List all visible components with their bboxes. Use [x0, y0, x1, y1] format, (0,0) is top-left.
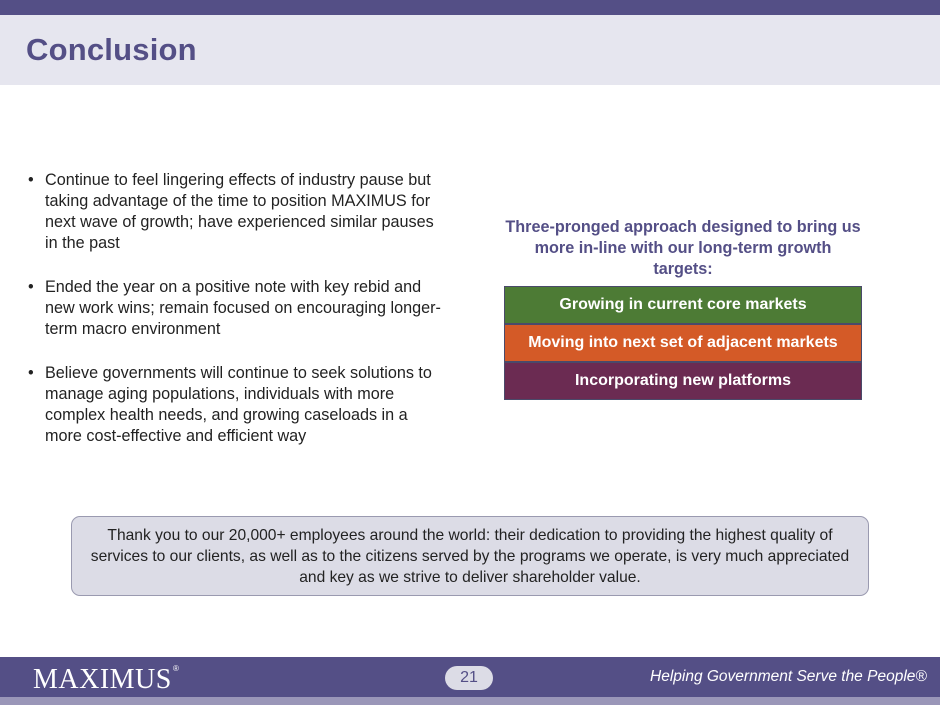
- footer-tagline: Helping Government Serve the People®: [650, 668, 927, 685]
- bullet-item: [28, 363, 448, 447]
- bullet-item: [28, 277, 448, 340]
- bullet-item: [28, 170, 448, 254]
- prong-label: Moving into next set of adjacent markets: [528, 334, 838, 351]
- page-title: Conclusion: [26, 32, 197, 67]
- bullet-marker: •: [28, 171, 34, 189]
- page-number: [445, 666, 493, 690]
- bullet-marker: •: [28, 364, 34, 382]
- maximus-logo: MAXIMUS: [33, 664, 172, 695]
- footer-accent-line: [0, 697, 940, 705]
- prong-label: Growing in current core markets: [559, 296, 807, 313]
- bullet-text: Believe governments will continue to seek solutions to manage aging populations, individuals with more complex health needs, and growing caseloads in a more cost-effective and efficient way: [45, 364, 432, 445]
- prong-label: Incorporating new platforms: [574, 372, 791, 389]
- thank-you-callout: [71, 516, 869, 596]
- approach-heading: Three-pronged approach designed to bring us more in-line with our long-term growth targets:: [505, 218, 861, 278]
- page-number-text: 21: [460, 669, 478, 686]
- bullet-text: Continue to feel lingering effects of industry pause but taking advantage of the time to position MAXIMUS for next wave of growth; have experienced similar pauses in the past: [45, 171, 434, 252]
- prong-adjacent-markets: [504, 324, 862, 362]
- bullet-text: Ended the year on a positive note with key rebid and new work wins; remain focused on encouraging longer-term macro environment: [45, 278, 441, 338]
- top-accent-bar: [0, 0, 940, 15]
- thank-you-text: Thank you to our 20,000+ employees around the world: their dedication to providing the highest quality of services to our clients, as well as to the citizens served by the programs we operate, is very much appreciated and key as we strive to deliver shareholder value.: [90, 526, 850, 586]
- prong-core-markets: [504, 286, 862, 324]
- bullet-list: [28, 170, 448, 470]
- registered-mark: ®: [173, 664, 179, 673]
- prong-new-platforms: [504, 362, 862, 400]
- bullet-marker: •: [28, 278, 34, 296]
